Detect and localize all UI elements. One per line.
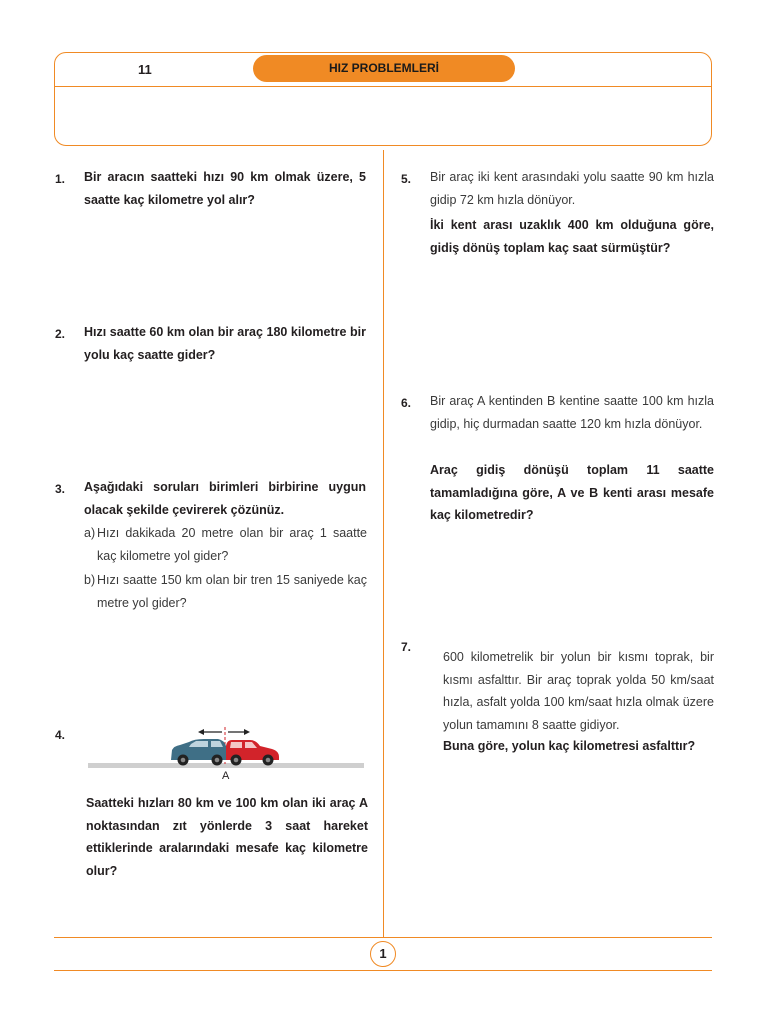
footer-top-line: [54, 937, 712, 938]
question-3-b-text: Hızı saatte 150 km olan bir tren 15 saniyede kaç metre yol gider?: [97, 573, 367, 610]
column-divider: [383, 150, 384, 937]
page-title: HIZ PROBLEMLERİ: [253, 55, 515, 82]
question-1-text: Bir aracın saatteki hızı 90 km olmak üzere, 5 saatte kaç kilometre yol alır?: [84, 170, 366, 207]
question-5-question: İki kent arası uzaklık 400 km olduğuna göre, gidiş dönüş toplam kaç saat sürmüştür?: [430, 218, 714, 255]
question-5-number: 5.: [401, 172, 412, 186]
question-3-part-a: [84, 522, 367, 568]
point-a-label: A: [222, 770, 230, 782]
question-7-question: Buna göre, yolun kaç kilometresi asfalttır?: [443, 739, 696, 753]
question-1-number: 1.: [55, 172, 66, 186]
footer-bottom-line: [54, 970, 712, 971]
question-3-b-label: b): [84, 573, 96, 587]
question-4-text: Saatteki hızları 80 km ve 100 km olan iki araç A noktasından zıt yönlerde 3 saat hareket ettiklerinde aralarındaki mesafe kaç kilometre olur?: [86, 796, 368, 878]
right-arrow-icon: [228, 729, 250, 735]
question-2-text: Hızı saatte 60 km olan bir araç 180 kilometre bir yolu kaç saatte gider?: [84, 325, 366, 362]
two-cars-figure: [86, 722, 368, 782]
header-divider: [54, 86, 712, 87]
blue-car-icon: [171, 739, 227, 766]
question-7-number: 7.: [401, 640, 412, 654]
question-5-text: Bir araç iki kent arasındaki yolu saatte 90 km hızla gidip 72 km hızla dönüyor.: [430, 170, 714, 207]
red-car-icon: [226, 740, 279, 766]
question-3-number: 3.: [55, 482, 66, 496]
question-6-number: 6.: [401, 396, 412, 410]
question-3-a-text: Hızı dakikada 20 metre olan bir araç 1 saatte kaç kilometre yol gider?: [97, 526, 367, 563]
left-arrow-icon: [198, 729, 222, 735]
footer-page-number: 1: [370, 941, 396, 967]
question-7-text: 600 kilometrelik bir yolun bir kısmı toprak, bir kısmı asfalttır. Bir araç toprak yolda 50 km/saat hızla, asfalt yolda 100 km/saat hızla olmak üzere yolun tamamını 8 saatte gidiyor.: [443, 650, 714, 732]
question-3-text: Aşağıdaki soruları birimleri birbirine uygun olacak şekilde çevirerek çözünüz.: [84, 480, 366, 517]
question-2-number: 2.: [55, 327, 66, 341]
question-6-question: Araç gidiş dönüşü toplam 11 saatte tamamladığına göre, A ve B kenti arası mesafe kaç kilometredir?: [430, 463, 714, 522]
road: [88, 763, 364, 768]
question-6-text: Bir araç A kentinden B kentine saatte 100 km hızla gidip, hiç durmadan saatte 120 km hızla dönüyor.: [430, 394, 714, 431]
question-4-number: 4.: [55, 728, 66, 742]
page-number: 11: [138, 62, 152, 77]
question-3-part-b: [84, 569, 367, 615]
question-3-a-label: a): [84, 526, 96, 540]
